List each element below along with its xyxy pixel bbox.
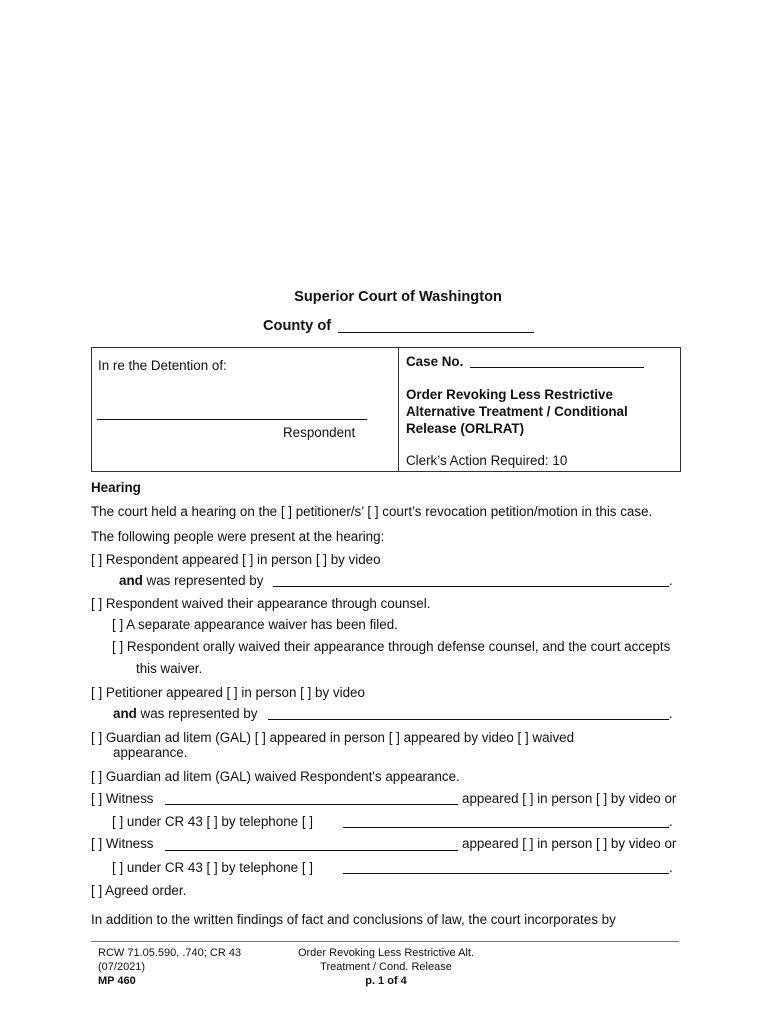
represented-by-label: was represented by	[136, 706, 258, 721]
and-label: and	[119, 573, 143, 588]
respondent-name-blank	[97, 419, 367, 420]
county-label: County of	[263, 318, 332, 334]
respondent-appeared: [ ] Respondent appeared [ ] in person [ ] by video	[91, 552, 381, 567]
represented-by-label: was represented by	[142, 573, 264, 588]
witness-1-blank	[165, 804, 458, 805]
footer-form-number: MP 460	[98, 975, 136, 987]
respondent-waived: [ ] Respondent waived their appearance through counsel.	[91, 596, 431, 611]
waiver-filed: [ ] A separate appearance waiver has been filed.	[112, 617, 398, 632]
incorporation-paragraph: In addition to the written findings of fact and conclusions of law, the court incorporates by	[91, 912, 616, 927]
footer-title-1: Order Revoking Less Restrictive Alt.	[297, 947, 475, 959]
witness-1-label: [ ] Witness	[91, 791, 154, 806]
and-label: and	[113, 706, 137, 721]
footer-date: (07/2021)	[98, 961, 146, 973]
witness-1-appeared: appeared [ ] in person [ ] by video or	[462, 791, 677, 806]
footer-rcw: RCW 71.05.590, .740; CR 43	[98, 947, 242, 959]
case-no-label: Case No.	[406, 354, 464, 369]
witness-1-cr43: [ ] under CR 43 [ ] by telephone [ ]	[112, 814, 313, 829]
witness-2-cr43: [ ] under CR 43 [ ] by telephone [ ]	[112, 860, 313, 875]
clerk-action: Clerk’s Action Required: 10	[406, 453, 568, 468]
period: .	[669, 573, 673, 588]
present-paragraph: The following people were present at the hearing:	[91, 529, 385, 544]
court-title: Superior Court of Washington	[294, 289, 502, 305]
witness-2-appeared: appeared [ ] in person [ ] by video or	[462, 836, 677, 851]
period: .	[669, 814, 673, 829]
county-blank	[338, 332, 534, 333]
gal-waived: [ ] Guardian ad litem (GAL) waived Respondent's appearance.	[91, 769, 460, 784]
period: .	[669, 706, 673, 721]
respondent-represented	[119, 573, 263, 588]
case-no-blank	[470, 367, 644, 368]
gal-appeared: [ ] Guardian ad litem (GAL) [ ] appeared in person [ ] appeared by video [ ] waived	[91, 730, 575, 745]
footer-title-2: Treatment / Cond. Release	[320, 961, 452, 973]
period: .	[669, 860, 673, 875]
caption-divider	[398, 347, 399, 471]
agreed-order: [ ] Agreed order.	[91, 883, 187, 898]
witness-2-telephone-blank	[343, 873, 669, 874]
respondent-label: Respondent	[283, 425, 356, 440]
witness-1-telephone-blank	[343, 827, 669, 828]
oral-waiver: [ ] Respondent orally waived their appearance through defense counsel, and the court accepts	[112, 639, 671, 654]
hearing-heading: Hearing	[91, 480, 141, 495]
order-title-line-1: Order Revoking Less Restrictive	[406, 387, 613, 402]
hearing-paragraph: The court held a hearing on the [ ] petitioner/s’ [ ] court’s revocation petition/motion in this case.	[91, 504, 653, 519]
order-title-line-3: Release (ORLRAT)	[406, 421, 525, 436]
respondent-attorney-blank	[273, 586, 669, 587]
order-title-line-2: Alternative Treatment / Conditional	[406, 404, 628, 419]
witness-2-label: [ ] Witness	[91, 836, 154, 851]
witness-2-blank	[165, 850, 458, 851]
footer-page: p. 1 of 4	[365, 975, 407, 987]
in-re-label: In re the Detention of:	[98, 358, 227, 373]
oral-waiver-cont: this waiver.	[136, 661, 203, 676]
petitioner-attorney-blank	[268, 719, 669, 720]
petitioner-appeared: [ ] Petitioner appeared [ ] in person [ ] by video	[91, 685, 365, 700]
petitioner-represented	[113, 706, 257, 721]
gal-appeared-cont: appearance.	[113, 745, 188, 760]
footer-rule	[91, 941, 679, 942]
